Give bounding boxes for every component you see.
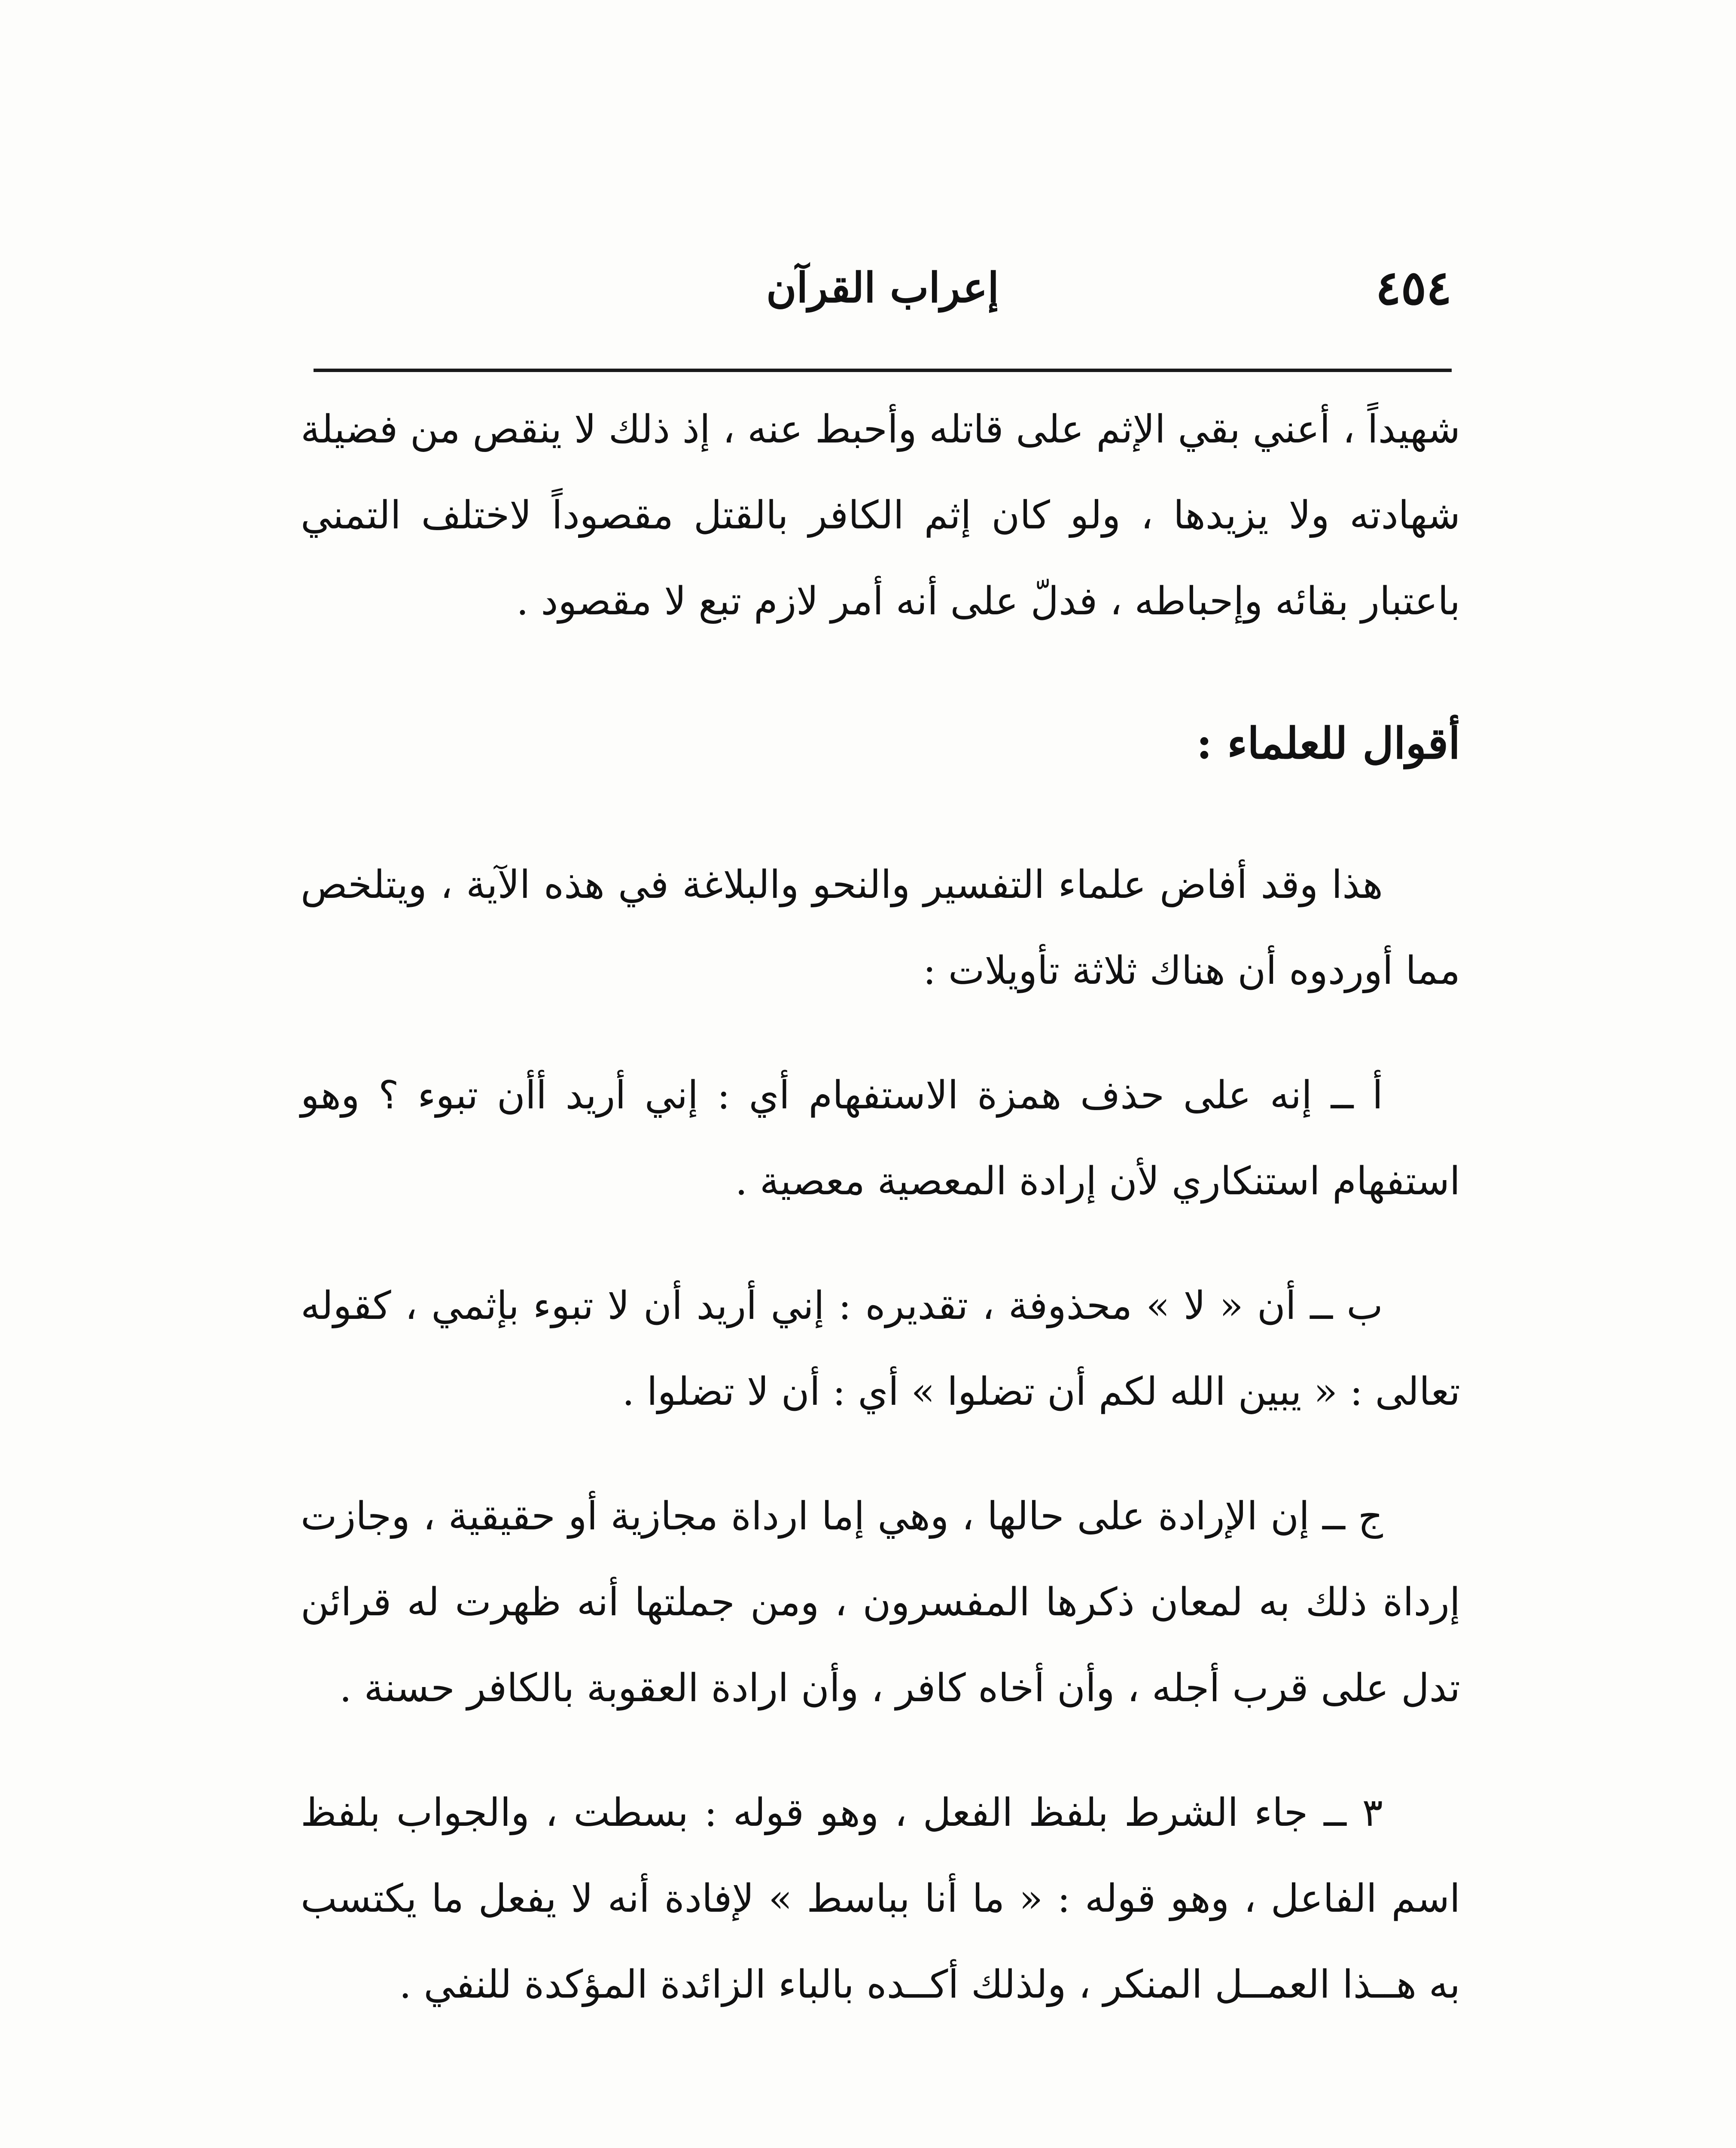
spacer [301, 1224, 1460, 1263]
paragraph-interpretation-a: أ ــ إنه على حذف همزة الاستفهام أي : إني أريد أأن تبوء ؟ وهو استفهام استنكاري لأن إرادة المعصية معصية . [301, 1073, 1460, 1204]
running-title: إعراب القرآن [766, 263, 999, 312]
spacer [301, 644, 1460, 700]
header-rule [314, 369, 1452, 372]
paragraph-interpretation-c: ج ــ إن الإرادة على حالها ، وهي إما ارداة مجازية أو حقيقية ، وجازت إرداة ذلك به لمعان ذكرها المفسرون ، ومن جملتها أنه ظهرت له قرائن تدل على قرب أجله ، وأن أخاه كافر ، وأن ارادة العقوبة بالكافر حسنة . [301, 1494, 1460, 1711]
section-heading: أقوال للعلماء : [1196, 718, 1460, 769]
spacer [301, 1014, 1460, 1053]
page-number: ٤٥٤ [1375, 260, 1452, 315]
page-body [301, 387, 1460, 2028]
spacer [301, 786, 1460, 842]
paragraph-intro: هذا وقد أفاض علماء التفسير والنحو والبلاغة في هذه الآية ، ويتلخص مما أوردوه أن هناك ثلاثة تأويلات : [301, 862, 1460, 993]
paragraph-continuation: شهيداً ، أعني بقي الإثم على قاتله وأحبط عنه ، إذ ذلك لا ينقص من فضيلة شهادته ولا يزيدها ، ولو كان إثم الكافر بالقتل مقصوداً لاختلف التمني باعتبار بقائه وإحباطه ، فدلّ على أنه أمر لازم تبع لا مقصود . [301, 407, 1460, 624]
spacer [301, 1731, 1460, 1770]
paragraph-point-3: ٣ ــ جاء الشرط بلفظ الفعل ، وهو قوله : بسطت ، والجواب بلفظ اسم الفاعل ، وهو قوله : « ما أنا بباسط » لإفادة أنه لا يفعل ما يكتسب به هــذا العمــل المنكر ، ولذلك أكــده بالباء الزائدة المؤكدة للنفي . [301, 1790, 1460, 2007]
page-header [314, 253, 1452, 322]
spacer [301, 1435, 1460, 1474]
paragraph-interpretation-b: ب ــ أن « لا » محذوفة ، تقديره : إني أريد أن لا تبوء بإثمي ، كقوله تعالى : « يبين الله لكم أن تضلوا » أي : أن لا تضلوا . [301, 1283, 1460, 1414]
